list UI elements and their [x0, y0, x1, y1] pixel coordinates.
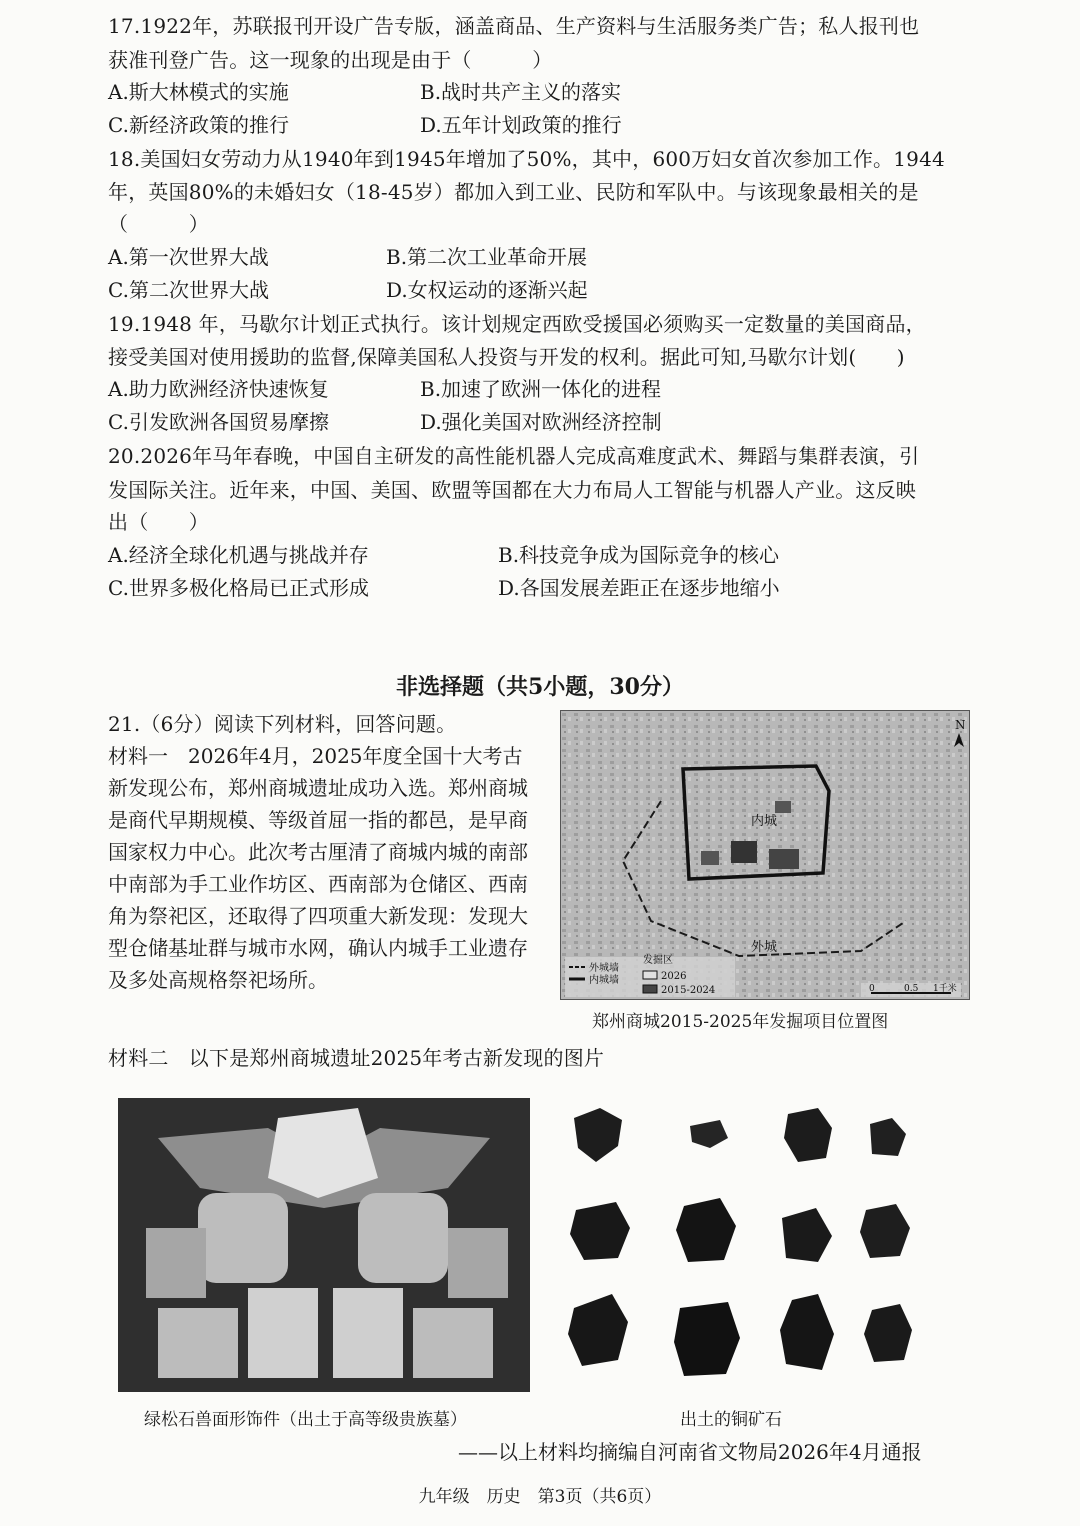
- q18-option-b: B.第二次工业革命开展: [386, 245, 588, 269]
- legend-outer-wall: 外城墙: [589, 963, 619, 974]
- q18-stem-line2: 年，英国80%的未婚妇女（18-45岁）都加入到工业、民防和军队中。与该现象最相关的是: [108, 180, 919, 204]
- photo1-caption: 绿松石兽面形饰件（出土于高等级贵族墓）: [144, 1410, 467, 1430]
- q20-stem-line3: 出（ ）: [108, 510, 209, 534]
- map-north-label: N: [955, 718, 966, 732]
- q18-stem-line1: 18.美国妇女劳动力从1940年到1945年增加了50%，其中，600万妇女首次参加工作。1944: [108, 147, 945, 171]
- q20-option-b: B.科技竞争成为国际竞争的核心: [498, 543, 780, 567]
- turquoise-mask-photo: [118, 1098, 530, 1392]
- q19-stem-line2: 接受美国对使用援助的监督,保障美国私人投资与开发的权利。据此可知,马歇尔计划( ): [108, 345, 905, 369]
- q20-option-c: C.世界多极化格局已正式形成: [108, 576, 369, 600]
- q17-stem-line1: 17.1922年，苏联报刊开设广告专版，涵盖商品、生产资料与生活服务类广告；私人报刊也: [108, 14, 920, 38]
- q20-stem-line2: 发国际关注。近年来，中国、美国、欧盟等国都在大力布局人工智能与机器人产业。这反映: [108, 478, 916, 502]
- legend-area-title: 发掘区: [643, 955, 673, 966]
- q19-option-d: D.强化美国对欧洲经济控制: [420, 410, 662, 434]
- q19-option-b: B.加速了欧洲一体化的进程: [420, 377, 662, 401]
- q18-stem-line3: （ ）: [108, 212, 209, 236]
- copper-ore-image: [560, 1098, 920, 1398]
- scale-1km: 1千米: [933, 984, 957, 994]
- q17-stem-line2: 获准刊登广告。这一现象的出现是由于（ ）: [108, 48, 553, 72]
- q17-option-b: B.战时共产主义的落实: [420, 80, 622, 104]
- q21-intro: 21.（6分）阅读下列材料，回答问题。: [108, 712, 457, 736]
- scale-0: 0: [869, 984, 875, 994]
- q18-option-c: C.第二次世界大战: [108, 278, 269, 302]
- zhengzhou-site-map: [560, 710, 970, 1000]
- copper-ore-photo: [560, 1098, 920, 1398]
- scale-half: 0.5: [904, 984, 919, 994]
- photo2-caption: 出土的铜矿石: [680, 1410, 782, 1430]
- q19-stem-line1: 19.1948 年，马歇尔计划正式执行。该计划规定西欧受援国必须购买一定数量的美国商品，: [108, 312, 926, 336]
- q19-option-c: C.引发欧洲各国贸易摩擦: [108, 410, 329, 434]
- legend-inner-wall: 内城墙: [589, 975, 619, 986]
- q21-material1: 材料一 2026年4月，2025年度全国十大考古新发现公布，郑州商城遗址成功入选。郑州商城是商代早期规模、等级首屈一指的都邑，是早商国家权力中心。此次考古厘清了商城内城的南部中南部为手工业作坊区、西南部为仓储区、西南角为祭祀区，还取得了四项重大新发现：发现大型仓储基址群与城市水网，确认内城手工业遗存及多处高规格祭祀场所。: [108, 744, 528, 992]
- q20-stem-line1: 20.2026年马年春晚，中国自主研发的高性能机器人完成高难度武术、舞蹈与集群表演，引: [108, 444, 920, 468]
- q19-option-a: A.助力欧洲经济快速恢复: [108, 377, 329, 401]
- turquoise-mask-image: [118, 1098, 530, 1392]
- legend-2015-2024: 2015-2024: [661, 985, 716, 996]
- section-title: 非选择题（共5小题，30分）: [396, 674, 684, 700]
- material-source: ——以上材料均摘编自河南省文物局2026年4月通报: [458, 1440, 922, 1464]
- q18-option-d: D.女权运动的逐渐兴起: [386, 278, 588, 302]
- map-caption: 郑州商城2015-2025年发掘项目位置图: [592, 1012, 889, 1032]
- page-footer: 九年级 历史 第3页（共6页）: [418, 1487, 662, 1507]
- q20-option-d: D.各国发展差距正在逐步地缩小: [498, 576, 780, 600]
- legend-2026: 2026: [661, 971, 687, 982]
- q17-option-a: A.斯大林模式的实施: [108, 80, 289, 104]
- map-label-inner-city: 内城: [751, 814, 778, 829]
- q20-option-a: A.经济全球化机遇与挑战并存: [108, 543, 369, 567]
- map-graphic: [561, 711, 969, 999]
- q17-option-d: D.五年计划政策的推行: [420, 113, 622, 137]
- map-label-outer-city: 外城: [751, 940, 778, 955]
- q18-option-a: A.第一次世界大战: [108, 245, 269, 269]
- q21-material2: 材料二 以下是郑州商城遗址2025年考古新发现的图片: [108, 1046, 605, 1070]
- q17-option-c: C.新经济政策的推行: [108, 113, 289, 137]
